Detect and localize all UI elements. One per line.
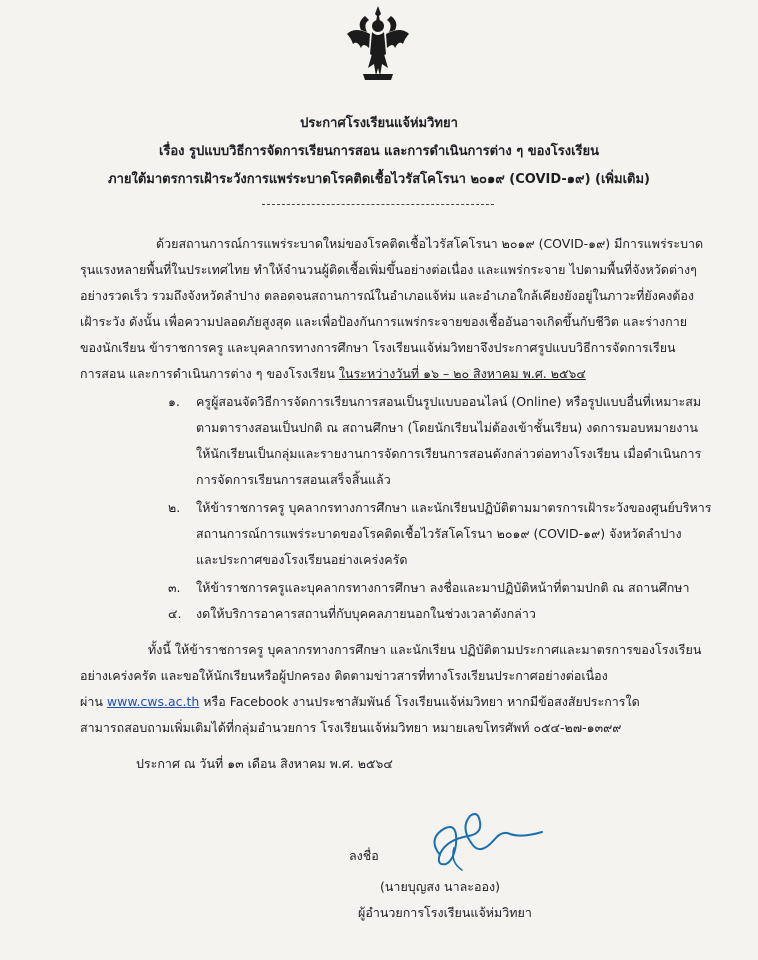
header-separator [262,204,494,205]
item-number: ๒. [168,500,181,515]
item-1-line-3: ให้นักเรียนเป็นกลุ่มและรายงานการจัดการเรียนการสอนดังกล่าวต่อทางโรงเรียน เมื่อดำเนินการ [196,446,702,461]
intro-line-1: ด้วยสถานการณ์การแพร่ระบาดใหม่ของโรคติดเชื้อไวรัสโคโรนา ๒๐๑๙ (COVID-๑๙) มีการแพร่ระบาด [156,236,704,251]
announcement-date: ประกาศ ณ วันที่ ๑๓ เดือน สิงหาคม พ.ศ. ๒๕๖๔ [136,756,393,771]
closing-line-3-post: หรือ Facebook งานประชาสัมพันธ์ โรงเรียนแจ้ห่มวิทยา หากมีข้อสงสัยประการใด [199,694,640,709]
signature-label: ลงชื่อ [349,848,379,863]
garuda-emblem-icon [343,4,413,84]
signer-name: (นายบุญสง นาละออง) [380,879,500,894]
subtitle-line: ภายใต้มาตรการเฝ้าระวังการแพร่ระบาดโรคติดเชื้อไวรัสโคโรนา ๒๐๑๙ (COVID-๑๙) (เพิ่มเติม) [108,172,650,187]
closing-line-1: ทั้งนี้ ให้ข้าราชการครู บุคลากรทางการศึกษา และนักเรียน ปฏิบัติตามประกาศและมาตรการของโรงเรียน [148,642,702,657]
intro-line-2: รุนแรงหลายพื้นที่ในประเทศไทย ทำให้จำนวนผู้ติดเชื้อเพิ่มขึ้นอย่างต่อเนื่อง และแพร่กระจาย ไปตามพื้นที่จังหวัดต่างๆ [80,262,697,277]
intro-line-4: เฝ้าระวัง ดังนั้น เพื่อความปลอดภัยสูงสุด และเพื่อป้องกันการแพร่กระจายของเชื้ออันอาจเกิดขึ้นกับชีวิต และร่างกาย [80,314,688,329]
item-2-line-1: ให้ข้าราชการครู บุคลากรทางการศึกษา และนักเรียนปฏิบัติตามมาตรการเฝ้าระวังของศูนย์บริหาร [196,500,712,515]
item-3-line-1: ให้ข้าราชการครูและบุคลากรทางการศึกษา ลงชื่อและมาปฏิบัติหน้าที่ตามปกติ ณ สถานศึกษา [196,580,690,595]
item-1-line-1: ครูผู้สอนจัดวิธีการจัดการเรียนการสอนเป็นรูปแบบออนไลน์ (Online) หรือรูปแบบอื่นที่เหมาะสม [196,394,702,409]
item-number: ๔. [168,606,182,621]
closing-line-3-pre: ผ่าน [80,694,107,709]
item-number: ๓. [168,580,181,595]
intro-line-6 [80,366,586,382]
intro-line-3: อย่างรวดเร็ว รวมถึงจังหวัดลำปาง ตลอดจนสถานการณ์ในอำเภอแจ้ห่ม และอำเภอใกล้เคียงยังอยู่ในภาวะที่ยังคงต้อง [80,288,695,303]
signer-position: ผู้อำนวยการโรงเรียนแจ้ห่มวิทยา [358,905,532,920]
school-website-link[interactable]: www.cws.ac.th [106,694,200,709]
item-number: ๑. [168,394,180,409]
handwritten-signature [410,800,550,880]
intro-line-5: ของนักเรียน ข้าราชการครู และบุคลากรทางการศึกษา โรงเรียนแจ้ห่มวิทยาจึงประกาศรูปแบบวิธีการจัดการเรียน [80,340,676,355]
closing-line-3 [80,694,640,710]
item-1-line-2: ตามตารางสอนเป็นปกติ ณ สถานศึกษา (โดยนักเรียนไม่ต้องเข้าชั้นเรียน) งดการมอบหมายงาน [196,420,698,435]
school-announcement-title: ประกาศโรงเรียนแจ้ห่มวิทยา [300,116,458,131]
item-2-line-2: สถานการณ์การแพร่ระบาดของโรคติดเชื้อไวรัสโคโรนา ๒๐๑๙ (COVID-๑๙) จังหวัดลำปาง [196,526,682,541]
item-2-line-3: และประกาศของโรงเรียนอย่างเคร่งครัด [196,552,408,567]
subject-line: เรื่อง รูปแบบวิธีการจัดการเรียนการสอน และการดำเนินการต่าง ๆ ของโรงเรียน [158,144,600,159]
item-4-line-1: งดให้บริการอาคารสถานที่กับบุคคลภายนอกในช่วงเวลาดังกล่าว [196,606,536,621]
closing-line-2: อย่างเคร่งครัด และขอให้นักเรียนหรือผู้ปกครอง ติดตามข่าวสารที่ทางโรงเรียนประกาศอย่างต่อเนื่อง [80,668,608,683]
item-1-line-4: การจัดการเรียนการสอนเสร็จสิ้นแล้ว [196,472,391,487]
closing-line-4: สามารถสอบถามเพิ่มเติมได้ที่กลุ่มอำนวยการ โรงเรียนแจ้ห่มวิทยา หมายเลขโทรศัพท์ ๐๕๔-๒๗-๑๓๙๙ [80,720,622,735]
date-range-underlined: ในระหว่างวันที่ ๑๖ – ๒๐ สิงหาคม พ.ศ. ๒๕๖๔ [338,366,586,381]
intro-line-6-text: การสอน และการดำเนินการต่าง ๆ ของโรงเรียน [80,366,339,381]
